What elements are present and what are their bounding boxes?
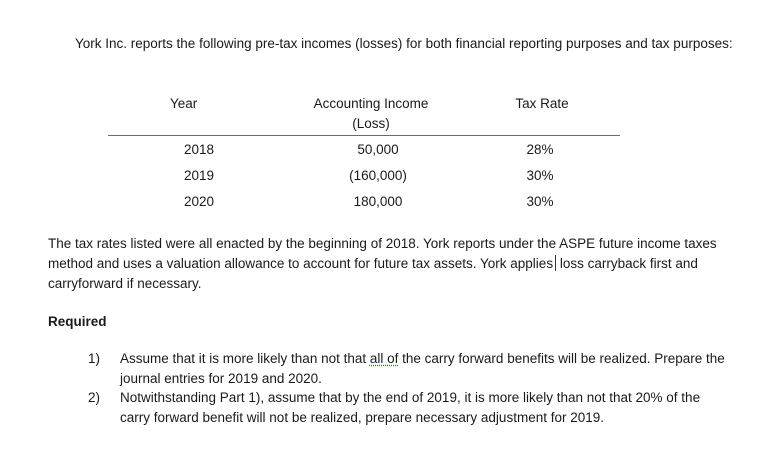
required-heading: Required xyxy=(48,314,107,329)
header-accounting-income xyxy=(288,94,454,134)
intro-text: York Inc. reports the following pre-tax incomes (losses) for both financial reporting purposes and tax purposes: xyxy=(75,36,733,51)
question-text-start: Assume that it is more likely than not that xyxy=(120,351,370,366)
cell-income: (160,000) xyxy=(349,168,407,183)
header-income-line1: Accounting Income xyxy=(313,96,429,111)
cell-year: 2020 xyxy=(184,194,215,209)
header-tax-rate: Tax Rate xyxy=(515,96,569,111)
list-item xyxy=(88,349,728,388)
description-text: The tax rates listed were all enacted by the beginning of 2018. York reports under the ASPE future income taxes method and uses a valuation allowance to account for future tax assets. York applies loss carryback first and carryforward if necessary. xyxy=(48,236,717,291)
cell-rate: 30% xyxy=(526,168,554,183)
question-list xyxy=(88,349,728,427)
header-year: Year xyxy=(170,96,198,111)
cell-income: 180,000 xyxy=(353,194,403,209)
question-number: 1) xyxy=(88,351,101,366)
header-income-line2: (Loss) xyxy=(352,116,390,131)
list-item xyxy=(88,388,728,427)
question-text: Notwithstanding Part 1), assume that by the end of 2019, it is more likely than not that 20% of the carry forward benefit will not be realized, prepare necessary adjustment for 2019. xyxy=(120,390,701,425)
header-rule xyxy=(108,135,620,136)
question-text-end: the carry forward benefits will be realized. Prepare the journal entries for 2019 and 2020. xyxy=(120,351,725,386)
question-number: 2) xyxy=(88,390,101,405)
cell-rate: 30% xyxy=(526,194,554,209)
cell-year: 2018 xyxy=(184,142,215,157)
cell-income: 50,000 xyxy=(357,142,399,157)
description-paragraph xyxy=(48,234,748,294)
cell-rate: 28% xyxy=(526,142,554,157)
text-cursor xyxy=(555,255,556,271)
cell-year: 2019 xyxy=(184,168,215,183)
spellcheck-flagged-text: all of xyxy=(369,351,399,366)
